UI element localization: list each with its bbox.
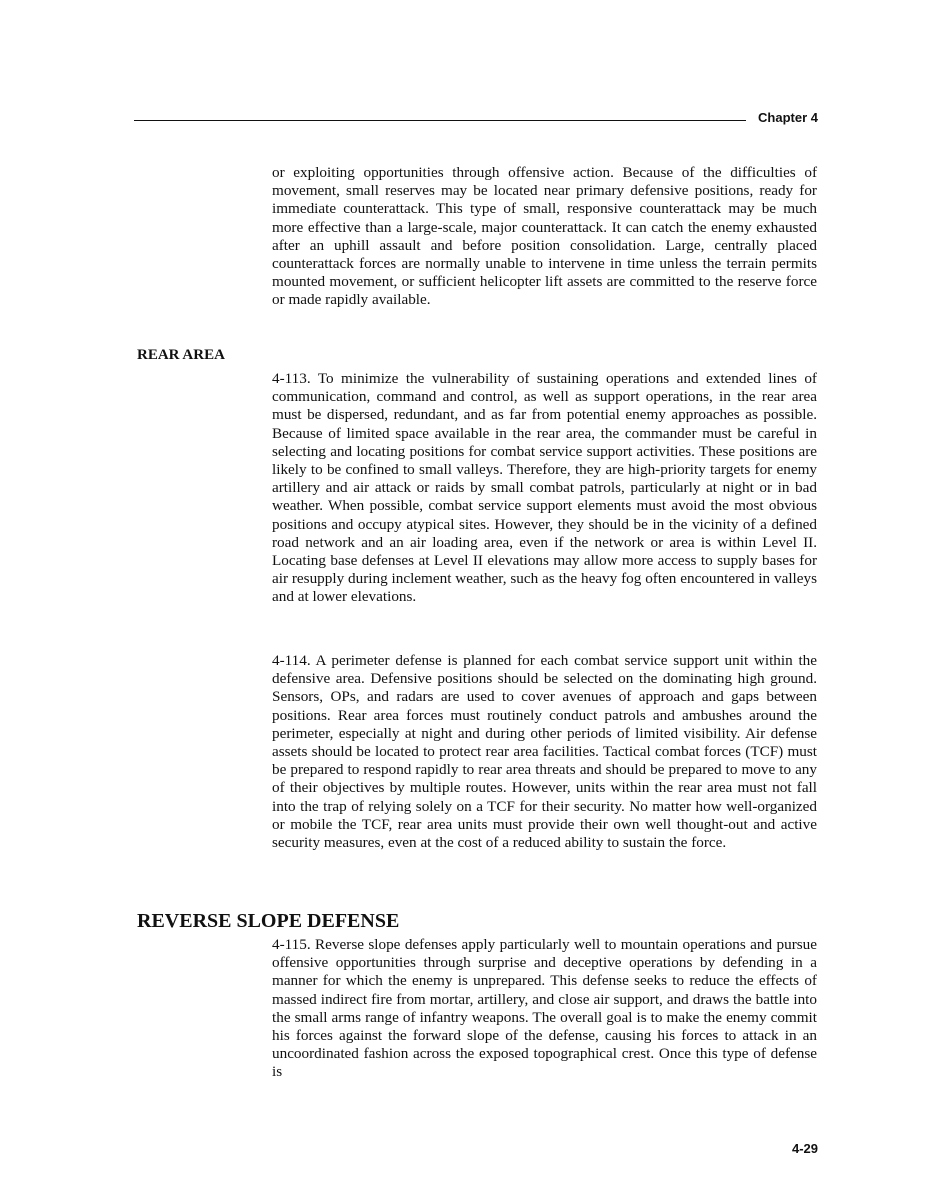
reverse-slope-defense-heading: REVERSE SLOPE DEFENSE	[137, 910, 400, 932]
paragraph-4-114: 4-114. A perimeter defense is planned for each combat service support unit within the defensive area. Defensive positions should be selected on the dominating high ground. Sensors, OPs, and radars are used to cover avenues of approach and gaps between positions. Rear area forces must routinely conduct patrols and ambushes around the perimeter, especially at night and during other periods of limited visibility. Air defense assets should be located to protect rear area facilities. Tactical combat forces (TCF) must be prepared to respond rapidly to rear area threats and should be prepared to move to any of their objectives by multiple routes. However, units within the rear area must not fall into the trap of relying solely on a TCF for their security. No matter how well-organized or mobile the TCF, rear area units must provide their own well thought-out and active security measures, even at the cost of a reduced ability to sustain the force.	[272, 652, 817, 852]
chapter-label: Chapter 4	[758, 110, 818, 125]
paragraph-4-115: 4-115. Reverse slope defenses apply particularly well to mountain operations and pursue offensive opportunities through surprise and deceptive operations by defending in a manner for which the enemy is unprepared. This defense seeks to reduce the effects of massed indirect fire from mortar, artillery, and close air support, and draws the battle into the small arms range of infantry weapons. The overall goal is to make the enemy commit his forces against the forward slope of the defense, causing his forces to attack in an uncoordinated fashion across the exposed topographical crest. Once this type of defense is	[272, 936, 817, 1081]
continuation-paragraph: or exploiting opportunities through offensive action. Because of the difficulties of movement, small reserves may be located near primary defensive positions, ready for immediate counterattack. This type of small, responsive counterattack may be much more effective than a large-scale, major counterattack. It can catch the enemy exhausted after an uphill assault and before position consolidation. Large, centrally placed counterattack forces are normally unable to intervene in time unless the terrain permits mounted movement, or sufficient helicopter lift assets are committed to the reserve force or made rapidly available.	[272, 164, 817, 309]
page-number: 4-29	[791, 1141, 818, 1156]
header-rule	[134, 120, 746, 121]
paragraph-4-113: 4-113. To minimize the vulnerability of sustaining operations and extended lines of communication, command and control, as well as support operations, in the rear area must be dispersed, redundant, and as far from potential enemy approaches as possible. Because of limited space available in the rear area, the commander must be careful in selecting and locating positions for combat service support activities. These positions are likely to be confined to small valleys. Therefore, they are high-priority targets for enemy artillery and air attack or raids by small combat patrols, particularly at night or in bad weather. When possible, combat service support elements must avoid the most obvious positions and occupy atypical sites. However, they should be in the vicinity of a defined road network and an air loading area, even if the network or area is within Level II. Locating base defenses at Level II elevations may allow more access to supply bases for air resupply during inclement weather, such as the heavy fog often encountered in valleys and at lower elevations.	[272, 370, 817, 606]
rear-area-heading: REAR AREA	[137, 347, 225, 363]
